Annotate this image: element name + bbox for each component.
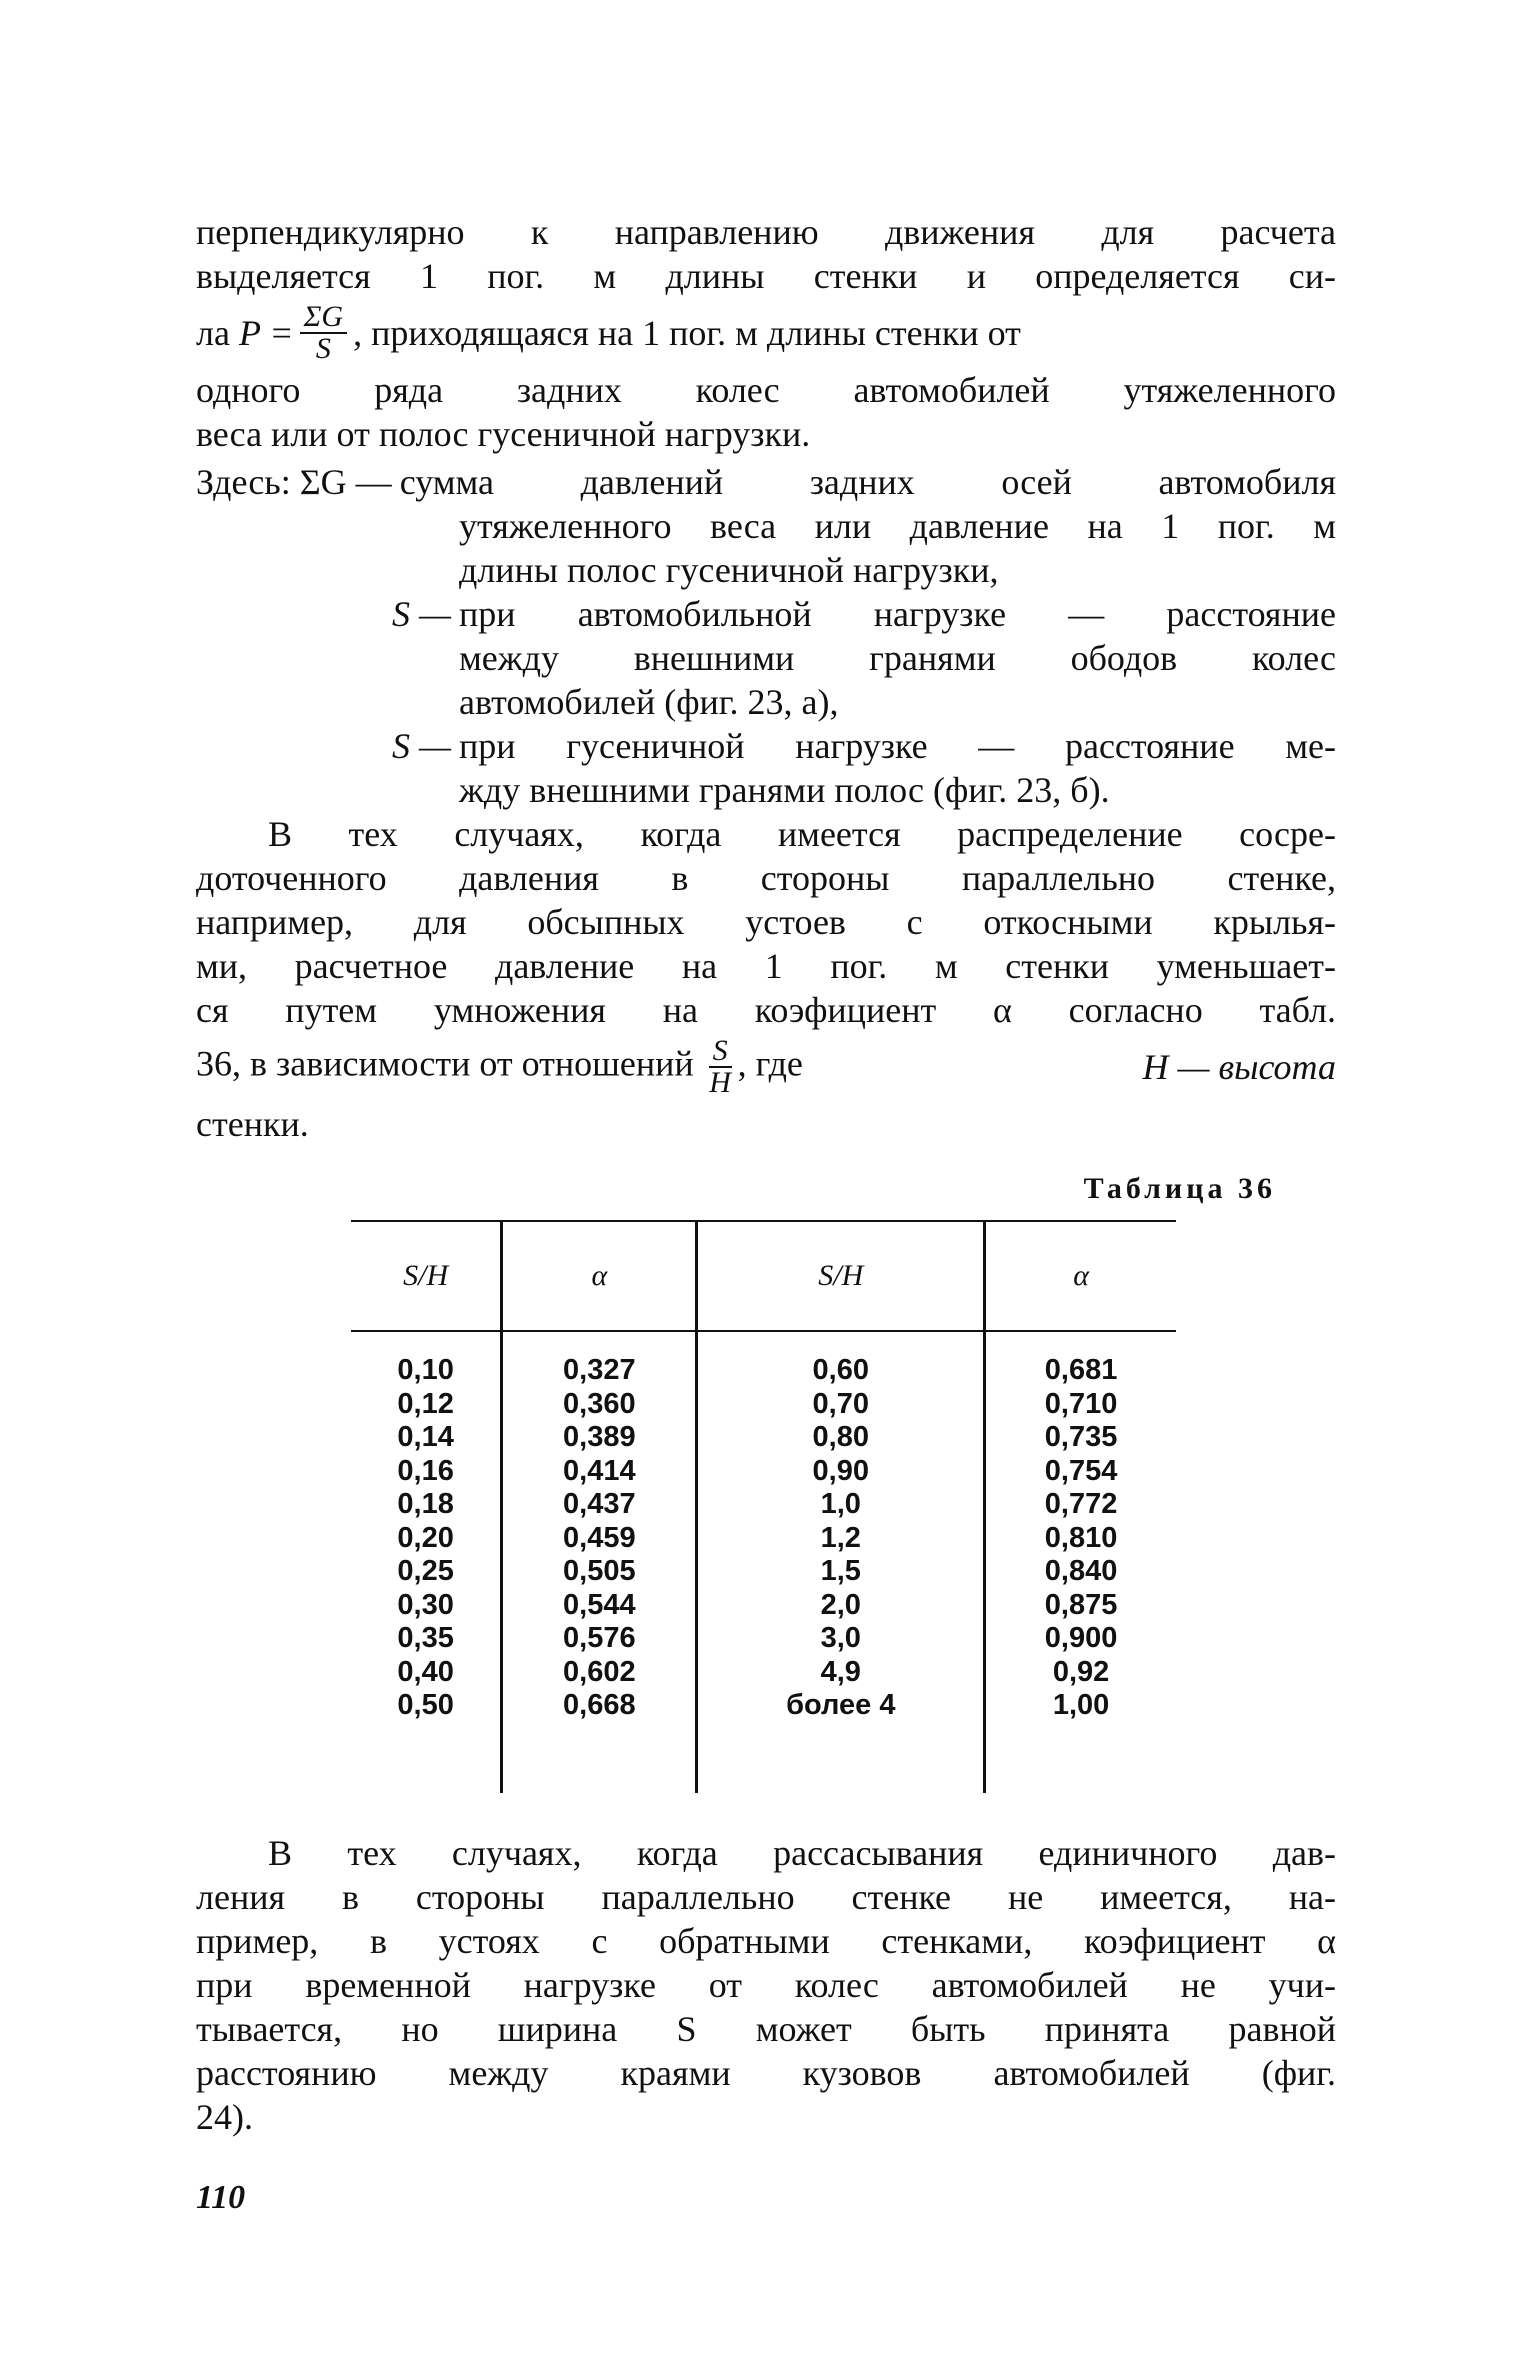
table-cell: 0,602 bbox=[563, 1655, 636, 1688]
paragraph-distribution-body bbox=[196, 856, 1336, 1032]
text-line: расстоянию между краями кузовов автомобилей (фиг. bbox=[196, 2052, 1336, 2093]
formula-line bbox=[196, 298, 1336, 368]
paragraph-intro-continued bbox=[196, 368, 1336, 456]
definition-term: S — bbox=[391, 594, 451, 634]
text-line: выделяется 1 пог. м длины стенки и определяется си- bbox=[196, 256, 1336, 296]
text-line: между внешними гранями ободов колес bbox=[459, 638, 1336, 678]
table-cell: 0,710 bbox=[1044, 1387, 1118, 1420]
coefficient-table bbox=[351, 1220, 1176, 1793]
table-cell: 0,50 bbox=[397, 1689, 454, 1721]
table-cell: 0,60 bbox=[812, 1354, 869, 1386]
column-s-h-2 bbox=[697, 1331, 985, 1793]
header-s-h: S/H bbox=[351, 1221, 502, 1331]
header-s-h: S/H bbox=[697, 1221, 985, 1331]
text-line: пример, в устоях с обратными стенками, коэфициент α bbox=[196, 1920, 1336, 1961]
document-page bbox=[196, 210, 1336, 2217]
table-cell: 0,90 bbox=[812, 1454, 869, 1487]
ratio-numerator: S bbox=[709, 1036, 732, 1068]
table-cell: 0,389 bbox=[563, 1421, 636, 1453]
definition-item bbox=[196, 724, 1336, 812]
table-cell: 0,70 bbox=[812, 1387, 869, 1420]
formula-numerator: ΣG bbox=[300, 302, 348, 334]
table-cell: 0,900 bbox=[1044, 1622, 1118, 1654]
page-number: 110 bbox=[196, 2178, 246, 2216]
text-fragment: 36, в зависимости от отношений bbox=[196, 1043, 694, 1084]
definition-item bbox=[196, 592, 1336, 724]
text-line: жду внешними гранями полос (фиг. 23, б). bbox=[459, 770, 1110, 810]
table-cell: 0,12 bbox=[397, 1387, 454, 1420]
table-cell: 0,10 bbox=[397, 1354, 454, 1386]
formula-prefix: ла bbox=[196, 313, 230, 353]
table-cell: 0,80 bbox=[812, 1421, 869, 1453]
text-fragment: , где bbox=[737, 1043, 803, 1084]
table-cell: 0,505 bbox=[563, 1555, 636, 1587]
text-line: при временной нагрузке от колес автомобилей не учи- bbox=[196, 1964, 1336, 2005]
table-cell: более 4 bbox=[786, 1689, 896, 1721]
ratio-denominator: H bbox=[709, 1066, 731, 1099]
table-cell: 3,0 bbox=[820, 1622, 861, 1654]
text-line: ми, расчетное давление на 1 пог. м стенки уменьшает- bbox=[196, 946, 1336, 986]
definitions-list bbox=[196, 460, 1336, 812]
table-cell: 0,681 bbox=[1044, 1354, 1118, 1386]
ratio-line bbox=[196, 1032, 1336, 1102]
table-cell: 1,2 bbox=[820, 1521, 861, 1554]
table-cell: 0,810 bbox=[1044, 1521, 1118, 1554]
table-cell: 0,16 bbox=[397, 1454, 454, 1487]
table-cell: 0,25 bbox=[397, 1555, 454, 1587]
text-line: длины полос гусеничной нагрузки, bbox=[459, 550, 999, 590]
text-line: веса или от полос гусеничной нагрузки. bbox=[196, 414, 811, 454]
text-line: при автомобильной нагрузке — расстояние bbox=[459, 594, 1336, 634]
table-cell: 0,459 bbox=[563, 1521, 636, 1554]
text-line: В тех случаях, когда рассасывания единичного дав- bbox=[268, 1832, 1336, 1873]
table-cell: 0,40 bbox=[397, 1655, 454, 1688]
ratio-line-text bbox=[196, 1036, 803, 1098]
definition-body bbox=[459, 724, 1336, 812]
height-definition: H — высота bbox=[1142, 1047, 1336, 1087]
definition-body bbox=[459, 592, 1336, 724]
definition-term: S — bbox=[391, 726, 451, 766]
text-line: доточенного давления в стороны параллельно стенке, bbox=[196, 858, 1336, 898]
paragraph-distribution bbox=[196, 812, 1336, 856]
paragraph-end bbox=[196, 1102, 1336, 1146]
paragraph-intro bbox=[196, 210, 1336, 298]
table-cell: 0,414 bbox=[563, 1454, 636, 1487]
text-line: утяжеленного веса или давление на 1 пог. м bbox=[459, 506, 1336, 546]
formula-denominator: S bbox=[315, 332, 331, 365]
text-line: перпендикулярно к направлению движения для расчета bbox=[196, 212, 1336, 252]
column-alpha-2 bbox=[985, 1331, 1176, 1793]
table-cell: 0,92 bbox=[1052, 1655, 1110, 1688]
table-cell: 0,30 bbox=[397, 1588, 454, 1621]
table-cell: 0,668 bbox=[563, 1689, 636, 1721]
header-alpha: α bbox=[985, 1221, 1176, 1331]
table-cell: 0,18 bbox=[397, 1488, 454, 1520]
text-line: сумма давлений задних осей автомобиля bbox=[399, 462, 1336, 502]
ratio-fraction bbox=[709, 1036, 732, 1098]
table-cell: 2,0 bbox=[820, 1588, 861, 1621]
table-cell: 1,5 bbox=[820, 1555, 861, 1587]
column-alpha-1 bbox=[502, 1331, 697, 1793]
paragraph-no-distribution bbox=[196, 1831, 1336, 1875]
text-line: ся путем умножения на коэфициент α согласно табл. bbox=[196, 990, 1336, 1030]
formula-lhs: P = bbox=[238, 313, 294, 353]
formula-fraction bbox=[300, 302, 348, 364]
text-line: ления в стороны параллельно стенке не имеется, на- bbox=[196, 1876, 1336, 1917]
text-line: одного ряда задних колес автомобилей утяжеленного bbox=[196, 370, 1336, 410]
definition-term: Здесь: ΣG — bbox=[196, 462, 392, 502]
text-line: например, для обсыпных устоев с откосными крылья- bbox=[196, 902, 1336, 942]
header-alpha: α bbox=[502, 1221, 697, 1331]
table-cell: 0,20 bbox=[397, 1521, 454, 1554]
text-line: 24). bbox=[196, 2096, 253, 2137]
table-cell: 0,360 bbox=[563, 1387, 636, 1420]
table-header-row bbox=[351, 1221, 1176, 1331]
text-line: В тех случаях, когда имеется распределение сосре- bbox=[268, 814, 1336, 854]
table-cell: 0,544 bbox=[563, 1588, 636, 1621]
paragraph-no-distribution-body bbox=[196, 1875, 1336, 2139]
table-cell: 1,0 bbox=[820, 1488, 861, 1520]
table-cell: 0,437 bbox=[563, 1488, 636, 1520]
table-cell: 0,840 bbox=[1044, 1555, 1118, 1587]
definition-continuation bbox=[196, 504, 1336, 592]
table-cell: 0,772 bbox=[1044, 1488, 1118, 1520]
table-cell: 0,327 bbox=[563, 1354, 636, 1386]
formula-suffix: , приходящаяся на 1 пог. м длины стенки от bbox=[353, 313, 1021, 353]
text-line: стенки. bbox=[196, 1104, 309, 1144]
table-cell: 0,14 bbox=[397, 1421, 454, 1453]
table-caption: Таблица 36 bbox=[1083, 1172, 1276, 1205]
text-line: тывается, но ширина S может быть принята равной bbox=[196, 2008, 1336, 2049]
table-body-row bbox=[351, 1331, 1176, 1793]
table-cell: 0,754 bbox=[1044, 1454, 1118, 1487]
table-cell: 0,35 bbox=[397, 1622, 454, 1654]
text-line: автомобилей (фиг. 23, а), bbox=[459, 682, 839, 722]
table-cell: 0,576 bbox=[563, 1622, 636, 1654]
definition-body bbox=[400, 460, 1336, 504]
table-cell: 0,875 bbox=[1044, 1588, 1118, 1621]
text-line: при гусеничной нагрузке — расстояние ме- bbox=[459, 726, 1336, 766]
definition-item bbox=[196, 460, 1336, 504]
table-cell: 1,00 bbox=[1052, 1689, 1110, 1721]
table-cell: 0,735 bbox=[1044, 1421, 1118, 1453]
column-s-h-1 bbox=[351, 1331, 502, 1793]
table-cell: 4,9 bbox=[820, 1655, 861, 1688]
